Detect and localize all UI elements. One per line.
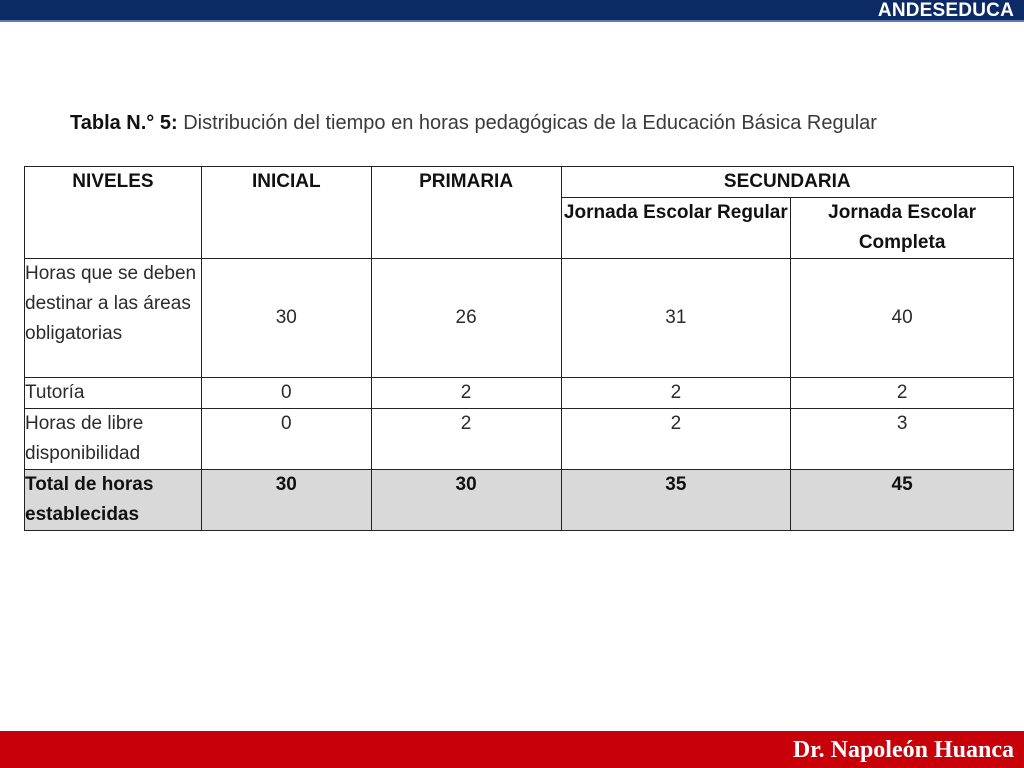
row-label: Horas de libre disponibilidad [25, 409, 202, 470]
cell-jornada-completa: 45 [791, 470, 1014, 531]
table-row [25, 259, 1014, 378]
footer-bar [0, 731, 1024, 768]
cell-primaria: 2 [371, 409, 561, 470]
brand-name: ANDESEDUCA [877, 0, 1014, 21]
row-label: Horas que se deben destinar a las áreas obligatorias [25, 259, 202, 378]
row-label: Tutoría [25, 378, 202, 409]
cell-jornada-regular: 2 [561, 378, 791, 409]
cell-inicial: 0 [201, 378, 371, 409]
table-caption-label: Tabla N.° 5: [70, 112, 178, 134]
cell-jornada-completa: 2 [791, 378, 1014, 409]
cell-inicial: 30 [201, 470, 371, 531]
table-caption-text: Distribución del tiempo en horas pedagógicas de la Educación Básica Regular [177, 112, 877, 134]
cell-inicial: 30 [201, 259, 371, 378]
header-jornada-completa: Jornada Escolar Completa [791, 198, 1014, 259]
header-row [25, 167, 1014, 198]
cell-jornada-completa: 3 [791, 409, 1014, 470]
header-inicial: INICIAL [201, 167, 371, 259]
cell-jornada-completa: 40 [791, 259, 1014, 378]
row-label: Total de horas establecidas [25, 470, 202, 531]
cell-primaria: 2 [371, 378, 561, 409]
hours-distribution-table [24, 166, 1014, 531]
table-caption [70, 112, 877, 135]
cell-jornada-regular: 31 [561, 259, 791, 378]
header-secundaria: SECUNDARIA [561, 167, 1014, 198]
cell-jornada-regular: 35 [561, 470, 791, 531]
cell-primaria: 30 [371, 470, 561, 531]
cell-primaria: 26 [371, 259, 561, 378]
author-name: Dr. Napoleón Huanca [792, 737, 1014, 763]
table-row [25, 378, 1014, 409]
header-bar [0, 0, 1024, 22]
header-jornada-regular: Jornada Escolar Regular [561, 198, 791, 259]
cell-jornada-regular: 2 [561, 409, 791, 470]
total-row [25, 470, 1014, 531]
table-row [25, 409, 1014, 470]
header-primaria: PRIMARIA [371, 167, 561, 259]
cell-inicial: 0 [201, 409, 371, 470]
header-niveles: NIVELES [25, 167, 202, 259]
